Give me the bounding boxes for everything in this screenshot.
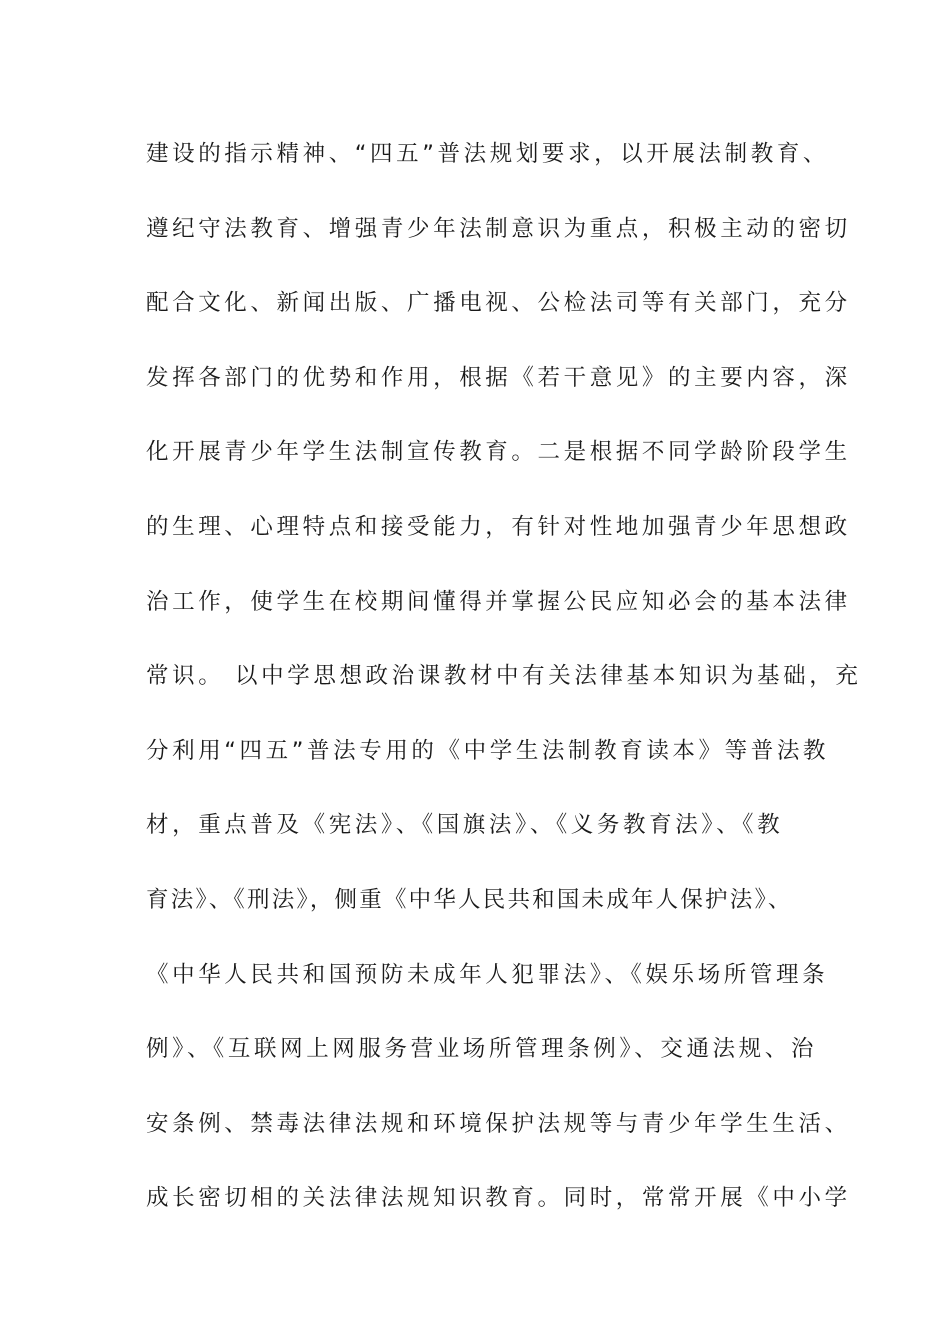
text-line: 安条例、禁毒法律法规和环境保护法规等与青少年学生生活、 (146, 1110, 851, 1137)
text-line: 材，重点普及《宪法》、《国旗法》、《义务教育法》、《教 (146, 812, 784, 839)
text-line: 发挥各部门的优势和作用，根据《若干意见》的主要内容，深 (146, 364, 851, 391)
text-line: 育法》、《刑法》，侧重《中华人民共和国未成年人保护法》、 (146, 886, 793, 913)
text-line: 例》、《互联网上网服务营业场所管理条例》、交通法规、治 (146, 1036, 817, 1063)
text-line: 治工作，使学生在校期间懂得并掌握公民应知必会的基本法律 (146, 588, 851, 615)
text-line: 常识。 以中学思想政治课教材中有关法律基本知识为基础，充 (146, 663, 862, 690)
text-line: 成长密切相的关法律法规知识教育。同时，常常开展《中小学 (146, 1185, 851, 1212)
text-line: 建设的指示精神、“四五”普法规划要求，以开展法制教育、 (146, 141, 830, 167)
text-line: 化开展青少年学生法制宣传教育。二是根据不同学龄阶段学生 (146, 439, 851, 466)
text-line: 《中华人民共和国预防未成年人犯罪法》、《娱乐场所管理条 (146, 961, 829, 988)
text-line: 遵纪守法教育、增强青少年法制意识为重点，积极主动的密切 (146, 215, 851, 242)
text-line: 分利用“四五”普法专用的《中学生法制教育读本》等普法教 (146, 737, 830, 764)
body-text (146, 130, 862, 1249)
text-line: 配合文化、新闻出版、广播电视、公检法司等有关部门，充分 (146, 290, 851, 317)
text-line: 的生理、心理特点和接受能力，有针对性地加强青少年思想政 (146, 513, 851, 540)
